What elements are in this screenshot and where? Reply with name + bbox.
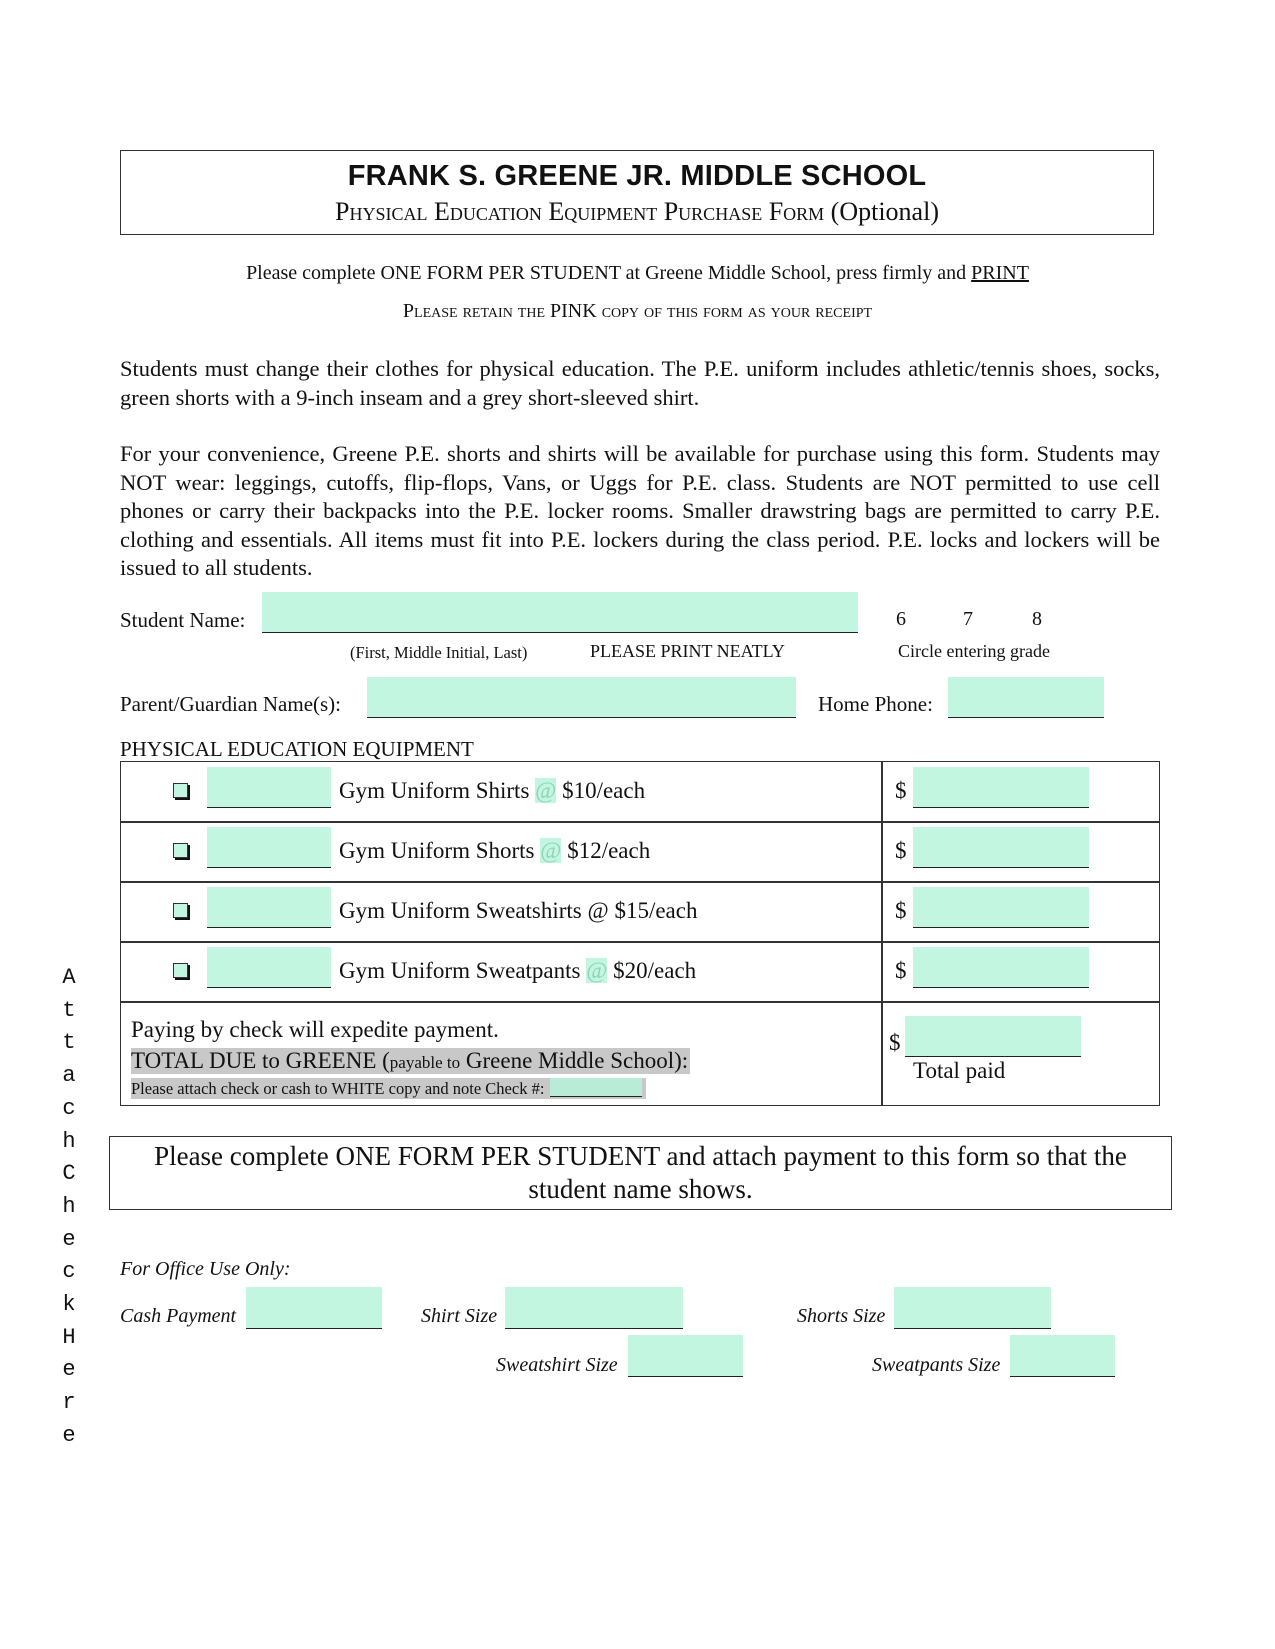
equipment-row-shirts: [121, 762, 1159, 822]
print-emphasis: PRINT: [971, 262, 1029, 284]
parent-name-label: Parent/Guardian Name(s):: [120, 692, 342, 716]
cash-payment-label: Cash Payment: [120, 1305, 237, 1327]
sweatpants-amount-field[interactable]: [913, 947, 1089, 988]
equipment-table: [120, 761, 1160, 1106]
shirts-checkbox[interactable]: [173, 783, 188, 798]
equipment-row-sweatshirts: [121, 882, 1159, 942]
home-phone-field[interactable]: [948, 677, 1104, 718]
shirts-quantity-field[interactable]: [207, 767, 331, 808]
parent-name-field[interactable]: [367, 677, 796, 718]
grade-option-6[interactable]: 6: [896, 608, 906, 630]
sweatshirts-quantity-field[interactable]: [207, 887, 331, 928]
policy-paragraph: For your convenience, Greene P.E. shorts and shirts will be available for purchase using this form. Students may NOT wear: leggings, cutoffs, flip-flops, Vans, or Uggs for P.E. class. Students are NOT permitted to use cell phones or carry their backpacks into the P.E. locker rooms. Smaller drawstring bags are permitted to carry P.E. clothing and essentials. All items must fit into P.E. lockers during the class period. P.E. locks and lockers will be issued to all students.: [120, 441, 1160, 581]
attach-note: Please attach check or cash to WHITE copy and note Check #:: [131, 1078, 646, 1099]
shorts-item-label: Gym Uniform Shorts @ $12/each: [339, 838, 651, 863]
grade-option-8[interactable]: 8: [1032, 608, 1042, 630]
sweatshirts-amount-field[interactable]: [913, 887, 1089, 928]
shorts-currency: $: [895, 838, 907, 863]
payment-notice: Please complete ONE FORM PER STUDENT and attach payment to this form so that the student name shows.: [109, 1136, 1172, 1210]
sweatshirt-size-field[interactable]: [628, 1335, 743, 1377]
grade-hint: Circle entering grade: [898, 641, 1050, 661]
total-paid-field[interactable]: [905, 1016, 1081, 1057]
total-paid-label: Total paid: [913, 1058, 1006, 1083]
form-title-optional: (Optional): [830, 197, 939, 226]
sweatpants-currency: $: [895, 958, 907, 983]
shorts-checkbox[interactable]: [173, 843, 188, 858]
total-currency: $: [889, 1030, 901, 1055]
student-name-label: Student Name:: [120, 608, 246, 632]
equipment-section-label: PHYSICAL EDUCATION EQUIPMENT: [120, 737, 474, 761]
sweatshirt-size-label: Sweatshirt Size: [496, 1354, 618, 1376]
instruction-line-2: Please retain the PINK copy of this form as your receipt: [402, 300, 873, 322]
shirt-size-field[interactable]: [505, 1287, 683, 1329]
office-use-heading: For Office Use Only:: [120, 1258, 291, 1280]
sweatshirts-item-label: Gym Uniform Sweatshirts @ $15/each: [339, 898, 698, 923]
shorts-quantity-field[interactable]: [207, 827, 331, 868]
equipment-row-sweatpants: [121, 942, 1159, 1002]
school-name: FRANK S. GREENE JR. MIDDLE SCHOOL: [347, 160, 927, 192]
grade-option-7[interactable]: 7: [963, 608, 973, 630]
name-format-hint: (First, Middle Initial, Last): [350, 643, 528, 662]
shirts-item-label: Gym Uniform Shirts @ $10/each: [339, 778, 646, 803]
home-phone-label: Home Phone:: [818, 692, 933, 716]
shirts-currency: $: [895, 778, 907, 803]
sweatpants-quantity-field[interactable]: [207, 947, 331, 988]
shirt-size-label: Shirt Size: [421, 1305, 498, 1327]
shorts-amount-field[interactable]: [913, 827, 1089, 868]
sweatpants-item-label: Gym Uniform Sweatpants @ $20/each: [339, 958, 697, 983]
sweatshirts-checkbox[interactable]: [173, 903, 188, 918]
sweatpants-size-field[interactable]: [1010, 1335, 1115, 1377]
sweatshirts-currency: $: [895, 898, 907, 923]
equipment-row-shorts: [121, 822, 1159, 882]
shorts-size-label: Shorts Size: [797, 1305, 886, 1327]
pink-emphasis: PINK: [550, 300, 597, 322]
form-header: [120, 150, 1154, 235]
total-row: [121, 1002, 1159, 1106]
form-title: Physical Education Equipment Purchase Form (Optional): [335, 197, 939, 226]
shirts-amount-field[interactable]: [913, 767, 1089, 808]
student-name-field[interactable]: [262, 592, 858, 633]
uniform-paragraph: Students must change their clothes for physical education. The P.E. uniform includes athletic/tennis shoes, socks, green shorts with a 9-inch inseam and a grey short-sleeved shirt.: [120, 356, 1160, 410]
sweatpants-checkbox[interactable]: [173, 963, 188, 978]
total-due-label: TOTAL DUE to GREENE (payable to Greene Middle School):: [131, 1048, 689, 1073]
shorts-size-field[interactable]: [894, 1287, 1051, 1329]
sweatpants-size-label: Sweatpants Size: [872, 1354, 1001, 1376]
check-number-field[interactable]: [550, 1078, 642, 1097]
instruction-line-1: Please complete ONE FORM PER STUDENT at Greene Middle School, press firmly and PRINT: [246, 262, 1029, 284]
cash-payment-field[interactable]: [246, 1287, 382, 1329]
print-neatly-hint: PLEASE PRINT NEATLY: [590, 641, 785, 661]
attach-check-here-side-text: A t t a c h C h e c k H e r e: [62, 965, 76, 1448]
check-note: Paying by check will expedite payment.: [131, 1017, 499, 1042]
